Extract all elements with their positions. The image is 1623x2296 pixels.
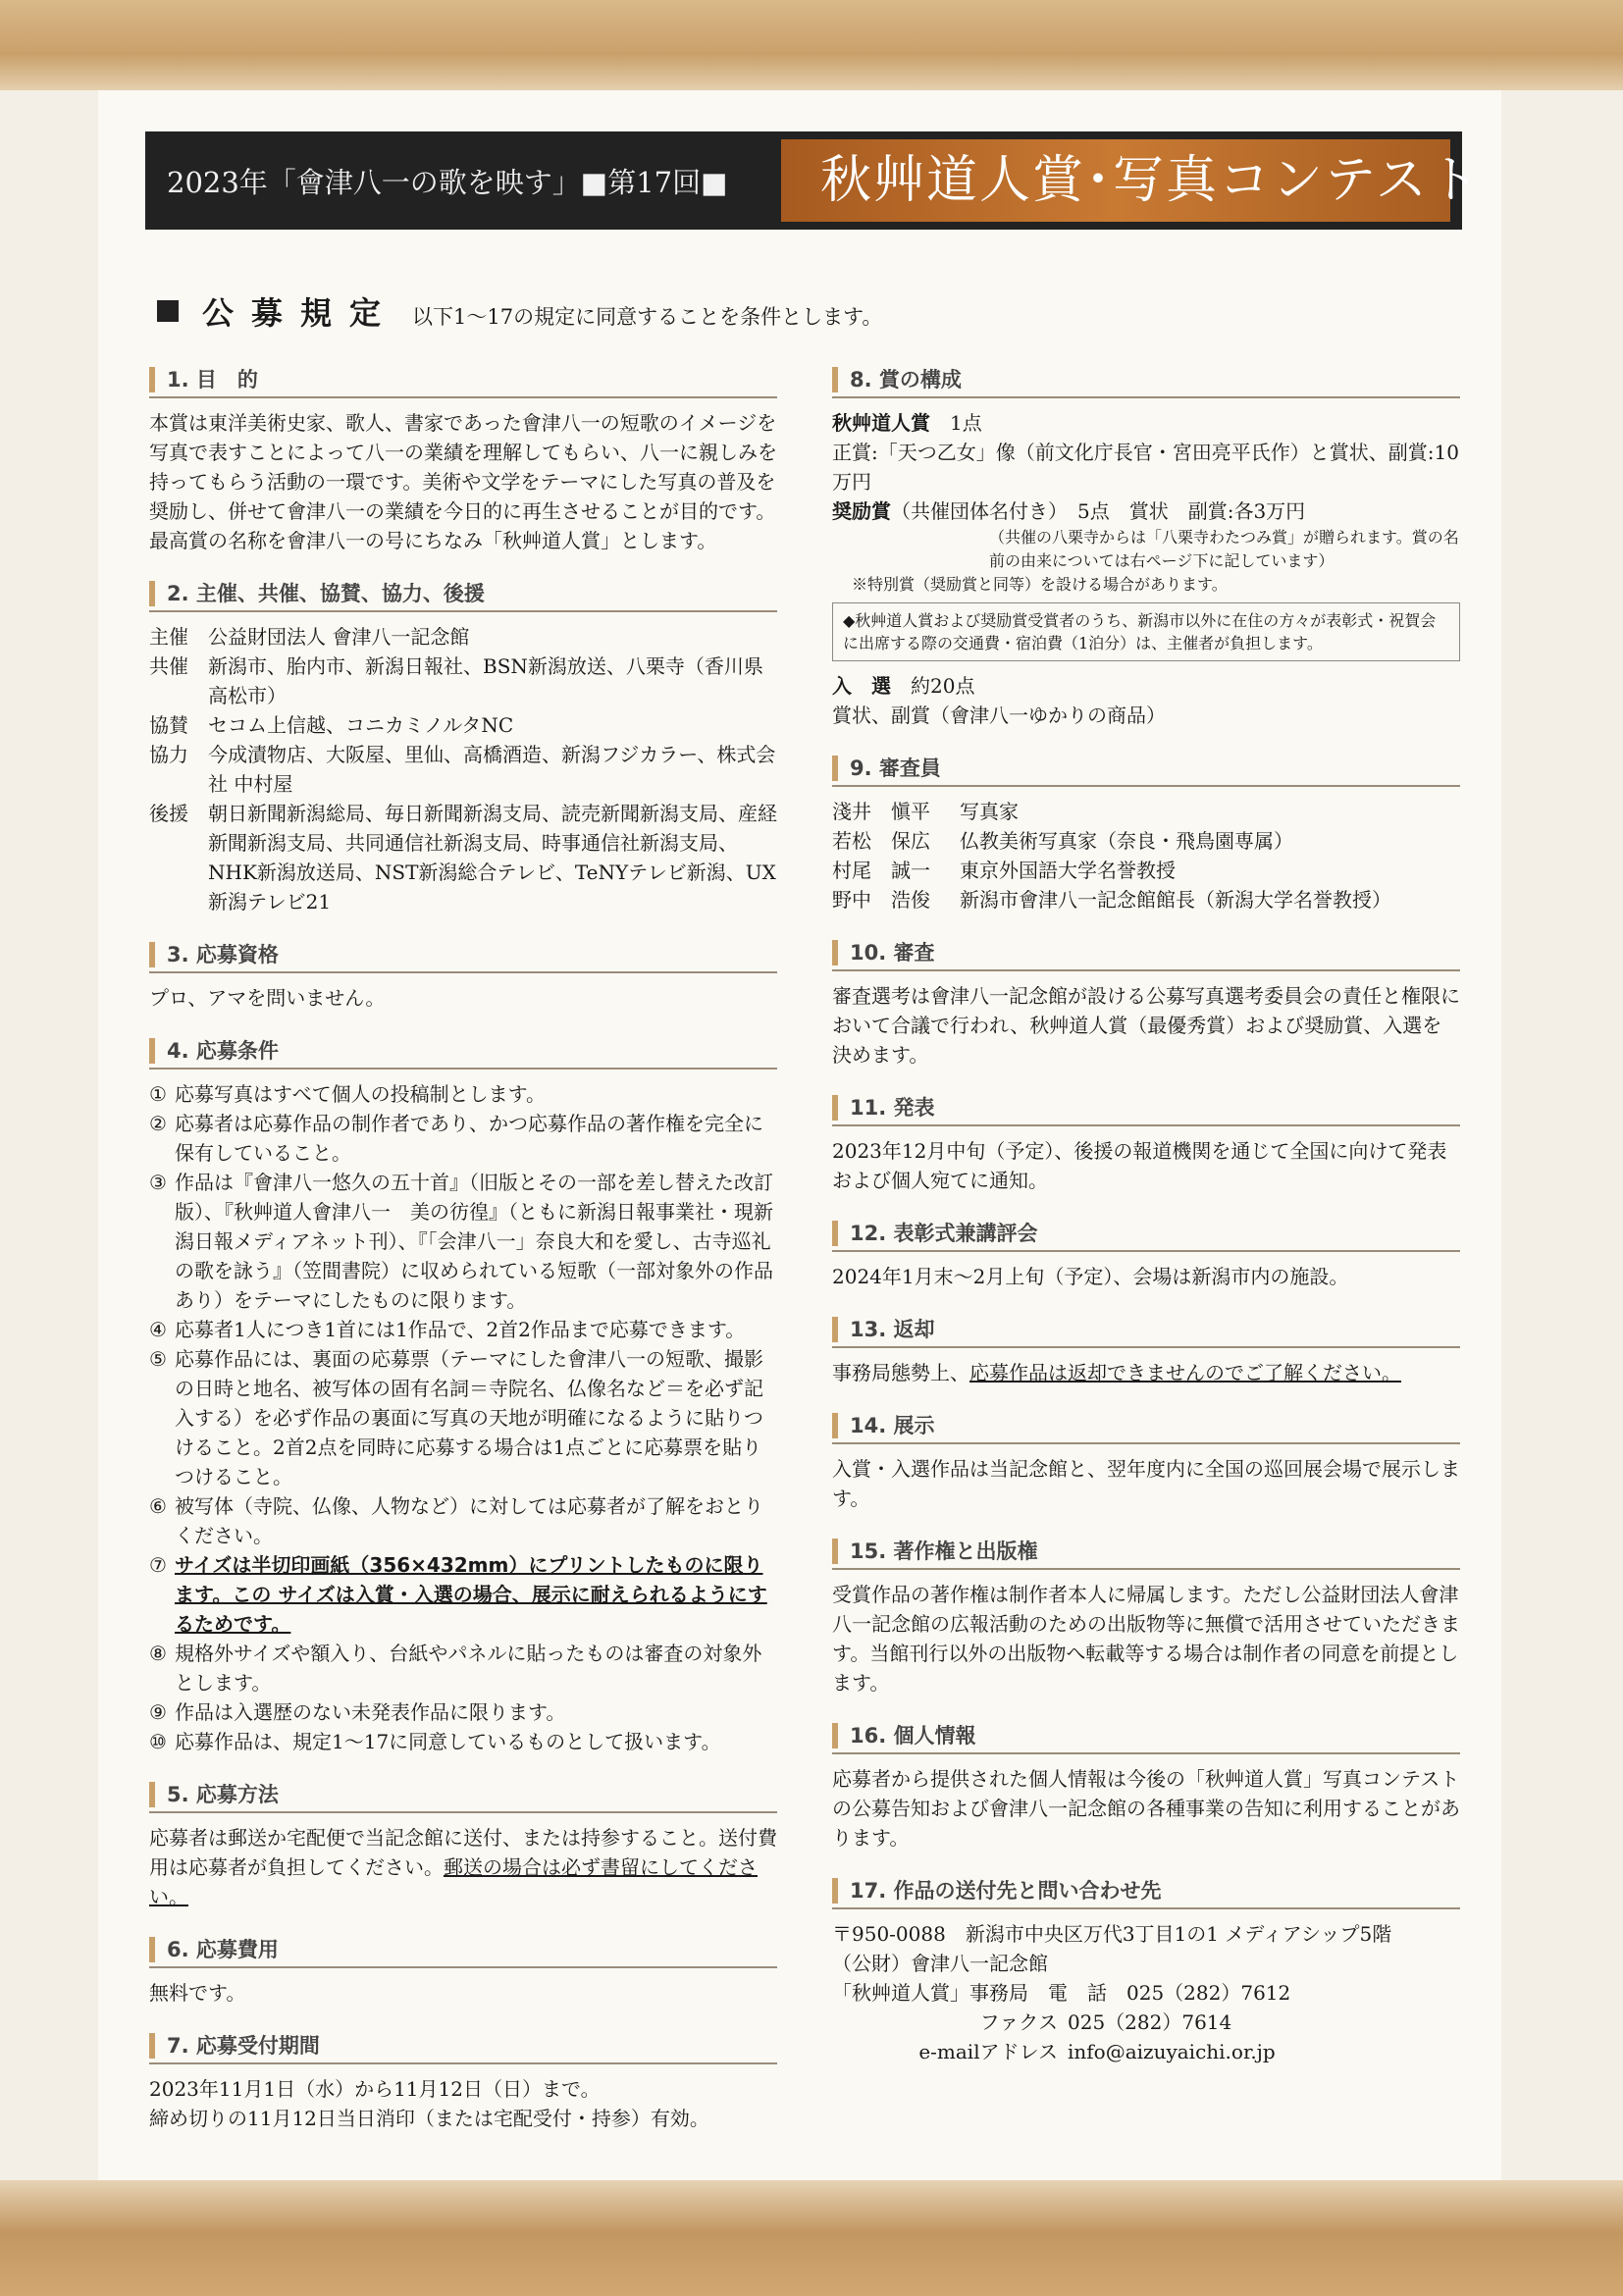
condition-text: 作品は『會津八一悠久の五十首』（旧版とその一部を差し替えた改訂版）、『秋艸道人會津八一 美の彷徨』（ともに新潟日報事業社・現新潟日報メディアネット刊）、『「会津八一」奈良大和を愛し、古寺巡礼の歌を詠う』（笠間書院）に収められている短歌（一部対象外の作品あり）をテーマにしたものに限ります。 bbox=[175, 1171, 773, 1312]
organizer-row bbox=[149, 799, 777, 916]
organizer-row bbox=[149, 710, 777, 740]
rules-heading bbox=[157, 288, 882, 334]
section-conditions bbox=[149, 1034, 777, 1756]
section-fee bbox=[149, 1933, 777, 2008]
section-heading bbox=[149, 938, 777, 973]
grand-prize-count: 1点 bbox=[950, 411, 982, 435]
contact-fax-row bbox=[832, 2008, 1460, 2037]
exhibition-text: 入賞・入選作品は当記念館と、翌年度内に全国の巡回展会場で展示します。 bbox=[832, 1457, 1460, 1510]
heading-text: 11. 発表 bbox=[850, 1096, 935, 1120]
encourage-prize-detail: （共催団体名付き） 5点 賞状 副賞:各3万円 bbox=[891, 499, 1306, 523]
phone-number[interactable]: 025（282）7612 bbox=[1126, 1981, 1291, 2005]
condition-text: 作品は入選歴のない未発表作品に限ります。 bbox=[175, 1700, 566, 1724]
contact-phone-row bbox=[832, 1978, 1460, 2008]
encourage-prize-label: 奨励賞 bbox=[832, 499, 891, 523]
organizer-role: 主催 bbox=[149, 625, 188, 649]
contact-mail-row bbox=[832, 2037, 1460, 2066]
section-heading bbox=[832, 1535, 1460, 1570]
section-judges bbox=[832, 752, 1460, 914]
section-prizes bbox=[832, 363, 1460, 730]
heading-text: 4. 応募条件 bbox=[167, 1039, 279, 1063]
period-line-1: 2023年11月1日（水）から11月12日（日）まで。 bbox=[149, 2077, 601, 2101]
heading-bar-icon bbox=[149, 1937, 155, 1962]
condition-item bbox=[149, 1344, 777, 1491]
judge-name: 村尾 誠一 bbox=[832, 859, 930, 882]
organizer-names: 今成漬物店、大阪屋、里仙、高橋酒造、新潟フジカラー、株式会社 中村屋 bbox=[208, 743, 776, 796]
heading-bar-icon bbox=[149, 1782, 155, 1807]
heading-bar-icon bbox=[832, 756, 838, 781]
heading-text: 12. 表彰式兼講評会 bbox=[850, 1222, 1038, 1245]
condition-item bbox=[149, 1168, 777, 1315]
eligibility-text: プロ、アマを問いません。 bbox=[149, 986, 386, 1010]
condition-text: 応募者は応募作品の制作者であり、かつ応募作品の著作権を完全に保有していること。 bbox=[175, 1112, 763, 1165]
condition-number: ⑨ bbox=[149, 1700, 167, 1724]
heading-bar-icon bbox=[832, 1723, 838, 1748]
copyright-text: 受賞作品の著作権は制作者本人に帰属します。ただし公益財団法人會津八一記念館の広報活動のための出版物等に無償で活用させていただきます。当館刊行以外の出版物へ転載等する場合は制作者の同意を前提とします。 bbox=[832, 1583, 1460, 1695]
section-purpose bbox=[149, 363, 777, 555]
organizer-role: 協賛 bbox=[149, 713, 188, 737]
condition-item bbox=[149, 1727, 777, 1756]
condition-number: ④ bbox=[149, 1318, 167, 1341]
ceremony-text: 2024年1月末～2月上旬（予定）、会場は新潟市内の施設。 bbox=[832, 1265, 1349, 1288]
special-prize-note: ※特別賞（奨励賞と同等）を設ける場合があります。 bbox=[852, 575, 1228, 594]
section-privacy bbox=[832, 1719, 1460, 1852]
return-text-pre: 事務局態勢上、 bbox=[832, 1361, 969, 1384]
section-heading bbox=[149, 363, 777, 398]
encourage-prize-note: （共催の八栗寺からは「八栗寺わたつみ賞」が贈られます。賞の名前の由来については右ページ下に記しています） bbox=[989, 528, 1459, 570]
section-copyright bbox=[832, 1535, 1460, 1697]
heading-text: 13. 返却 bbox=[850, 1318, 935, 1341]
condition-number: ⑧ bbox=[149, 1642, 167, 1665]
condition-number: ② bbox=[149, 1112, 167, 1135]
heading-bar-icon bbox=[832, 1539, 838, 1564]
organizer-names: セコム上信越、コニカミノルタNC bbox=[208, 713, 514, 737]
phone-label: 電 話 bbox=[1048, 1981, 1107, 2005]
heading-bar-icon bbox=[832, 1221, 838, 1246]
heading-bar-icon bbox=[832, 940, 838, 965]
condition-text-emphasis: サイズは半切印画紙（356×432mm）にプリントしたものに限ります。この サイズは入賞・入選の場合、展示に耐えられるようにするためです。 bbox=[175, 1553, 767, 1636]
heading-bar-icon bbox=[149, 367, 155, 392]
heading-text: 14. 展示 bbox=[850, 1414, 935, 1437]
section-exhibition bbox=[832, 1409, 1460, 1513]
section-contact bbox=[832, 1874, 1460, 2066]
organizer-names: 新潟市、胎内市、新潟日報社、BSN新潟放送、八栗寺（香川県高松市） bbox=[208, 654, 763, 707]
section-heading bbox=[832, 1719, 1460, 1754]
heading-text: 16. 個人情報 bbox=[850, 1724, 976, 1748]
section-heading bbox=[832, 1313, 1460, 1348]
condition-item bbox=[149, 1491, 777, 1550]
condition-text: 規格外サイズや額入り、台紙やパネルに貼ったものは審査の対象外とします。 bbox=[175, 1642, 762, 1695]
method-body: 応募者は郵送か宅配便で当記念館に送付、または持参すること。送付費用は応募者が負担してください。 bbox=[149, 1826, 777, 1879]
heading-bar-icon bbox=[832, 1095, 838, 1121]
condition-text: 応募作品は、規定1～17に同意しているものとして扱います。 bbox=[175, 1730, 721, 1753]
heading-bar-icon bbox=[832, 1878, 838, 1904]
heading-bar-icon bbox=[832, 1317, 838, 1342]
organizer-role: 協力 bbox=[149, 743, 188, 766]
judge-name: 淺井 愼平 bbox=[832, 800, 930, 823]
condition-item bbox=[149, 1697, 777, 1727]
return-text bbox=[832, 1358, 1460, 1387]
section-heading bbox=[149, 1778, 777, 1813]
method-registered-mail-note: 郵送の場合は必ず書留にしてください。 bbox=[149, 1855, 758, 1908]
heading-bar-icon bbox=[832, 367, 838, 392]
condition-text: 応募作品には、裏面の応募票（テーマにした會津八一の短歌、撮影の日時と地名、被写体の固有名詞＝寺院名、仏像名など＝を必ず記入する）を必ず作品の裏面に写真の天地が明確になるように貼りつけること。2首2点を同時に応募する場合は1点ごとに応募票を貼りつけること。 bbox=[175, 1347, 763, 1488]
contact-office: 「秋艸道人賞」事務局 bbox=[832, 1981, 1028, 2005]
grand-prize-label: 秋艸道人賞 bbox=[832, 411, 930, 435]
heading-bar-icon bbox=[149, 581, 155, 606]
heading-text: 7. 応募受付期間 bbox=[167, 2034, 320, 2058]
condition-number: ① bbox=[149, 1082, 167, 1106]
condition-item bbox=[149, 1550, 777, 1639]
judge-title: 写真家 bbox=[960, 800, 1019, 823]
section-heading bbox=[149, 1933, 777, 1968]
organizer-names: 公益財団法人 會津八一記念館 bbox=[208, 625, 470, 649]
bottom-decorative-band bbox=[0, 2180, 1623, 2296]
judge-row bbox=[832, 885, 1460, 914]
section-review bbox=[832, 936, 1460, 1070]
top-decorative-band bbox=[0, 0, 1623, 90]
condition-number: ⑥ bbox=[149, 1494, 167, 1518]
section-heading bbox=[832, 1874, 1460, 1909]
fax-label: ファクス bbox=[979, 2010, 1058, 2034]
heading-text: 5. 応募方法 bbox=[167, 1783, 279, 1806]
heading-text: 9. 審査員 bbox=[850, 757, 941, 780]
rules-intro: 以下1～17の規定に同意することを条件とします。 bbox=[412, 305, 883, 329]
grand-prize-line bbox=[832, 408, 1460, 438]
heading-text: 15. 著作権と出版権 bbox=[850, 1539, 1038, 1563]
condition-text: 応募写真はすべて個人の投稿制とします。 bbox=[175, 1082, 546, 1106]
contact-organization: （公財）會津八一記念館 bbox=[832, 1952, 1048, 1975]
condition-item bbox=[149, 1079, 777, 1109]
section-heading bbox=[149, 577, 777, 612]
judge-row bbox=[832, 826, 1460, 856]
section-ceremony bbox=[832, 1217, 1460, 1291]
judge-title: 新潟市會津八一記念館館長（新潟大学名誉教授） bbox=[960, 888, 1391, 912]
judge-title: 仏教美術写真家（奈良・飛鳥園専属） bbox=[960, 829, 1293, 853]
selected-detail: 賞状、副賞（會津八一ゆかりの商品） bbox=[832, 704, 1166, 727]
judge-row bbox=[832, 797, 1460, 826]
fax-number: 025（282）7614 bbox=[1068, 2010, 1232, 2034]
left-column bbox=[149, 363, 777, 2155]
heading-bar-icon bbox=[149, 1038, 155, 1064]
organizer-row bbox=[149, 652, 777, 710]
condition-number: ③ bbox=[149, 1171, 167, 1194]
heading-text: 3. 応募資格 bbox=[167, 943, 279, 966]
section-heading bbox=[832, 752, 1460, 787]
right-column bbox=[832, 363, 1460, 2088]
banner-main-title: 秋艸道人賞･写真コンテスト bbox=[781, 139, 1450, 222]
review-text: 審査選考は會津八一記念館が設ける公募写真選考委員会の責任と権限において合議で行われ、秋艸道人賞（最優秀賞）および奨励賞、入選を決めます。 bbox=[832, 984, 1460, 1067]
selected-label: 入 選 bbox=[832, 674, 891, 698]
heading-bar-icon bbox=[149, 942, 155, 967]
method-text bbox=[149, 1823, 777, 1911]
square-bullet-icon bbox=[157, 300, 179, 322]
organizer-names: 朝日新聞新潟総局、毎日新聞新潟支局、読売新聞新潟支局、産経新聞新潟支局、共同通信社新潟支局、時事通信社新潟支局、NHK新潟放送局、NST新潟総合テレビ、TeNYテレビ新潟、UX新潟テレビ21 bbox=[208, 802, 777, 913]
judge-title: 東京外国語大学名誉教授 bbox=[960, 859, 1176, 882]
section-return bbox=[832, 1313, 1460, 1387]
return-text-underlined: 応募作品は返却できませんのでご了解ください。 bbox=[969, 1361, 1401, 1384]
section-heading bbox=[832, 1409, 1460, 1444]
heading-text: 17. 作品の送付先と問い合わせ先 bbox=[850, 1879, 1162, 1903]
condition-number: ⑦ bbox=[149, 1553, 167, 1577]
rules-title: 公募規定 bbox=[202, 294, 399, 332]
condition-number: ⑤ bbox=[149, 1347, 167, 1371]
section-period bbox=[149, 2029, 777, 2133]
fee-text: 無料です。 bbox=[149, 1981, 246, 2005]
condition-text: 被写体（寺院、仏像、人物など）に対しては応募者が了解をおとりください。 bbox=[175, 1494, 763, 1547]
organizer-role: 後援 bbox=[149, 802, 188, 825]
travel-expense-note: ◆秋艸道人賞および奨励賞受賞者のうち、新潟市以外に在住の方々が表彰式・祝賀会に出席する際の交通費・宿泊費（1泊分）は、主催者が負担します。 bbox=[832, 602, 1460, 661]
selected-count: 約20点 bbox=[911, 674, 975, 698]
section-announcement bbox=[832, 1091, 1460, 1195]
section-heading bbox=[832, 1091, 1460, 1126]
section-organizers bbox=[149, 577, 777, 916]
heading-bar-icon bbox=[149, 2033, 155, 2059]
banner-subtitle: 2023年「會津八一の歌を映す」■第17回■ bbox=[167, 165, 728, 199]
selected-line bbox=[832, 671, 1460, 701]
period-line-2: 締め切りの11月12日当日消印（または宅配受付・持参）有効。 bbox=[149, 2107, 709, 2130]
encourage-prize-line bbox=[832, 496, 1460, 526]
section-eligibility bbox=[149, 938, 777, 1013]
judge-name: 若松 保広 bbox=[832, 829, 930, 853]
condition-item bbox=[149, 1639, 777, 1697]
organizer-role: 共催 bbox=[149, 654, 188, 678]
section-method bbox=[149, 1778, 777, 1911]
heading-text: 8. 賞の構成 bbox=[850, 368, 962, 391]
email-address[interactable]: info@aizuyaichi.or.jp bbox=[1068, 2040, 1276, 2063]
grand-prize-detail: 正賞:「天つ乙女」像（前文化庁長官・宮田亮平氏作）と賞状、副賞:10万円 bbox=[832, 441, 1459, 494]
section-heading bbox=[832, 363, 1460, 398]
email-label: e-mailアドレス bbox=[918, 2040, 1058, 2063]
privacy-text: 応募者から提供された個人情報は今後の「秋艸道人賞」写真コンテストの公募告知および會津八一記念館の各種事業の告知に利用することがあります。 bbox=[832, 1767, 1460, 1850]
heading-text: 1. 目 的 bbox=[167, 368, 258, 391]
heading-text: 10. 審査 bbox=[850, 941, 935, 965]
heading-bar-icon bbox=[832, 1413, 838, 1438]
condition-item bbox=[149, 1315, 777, 1344]
section-heading bbox=[832, 1217, 1460, 1252]
condition-text: 応募者1人につき1首には1作品で、2首2作品まで応募できます。 bbox=[175, 1318, 746, 1341]
contact-address: 〒950-0088 新潟市中央区万代3丁目1の1 メディアシップ5階 bbox=[832, 1922, 1392, 1946]
section-heading bbox=[149, 2029, 777, 2064]
section-heading bbox=[832, 936, 1460, 971]
purpose-text: 本賞は東洋美術史家、歌人、書家であった會津八一の短歌のイメージを写真で表すことによって八一の業績を理解してもらい、八一に親しみを持ってもらう活動の一環です。美術や文学をテーマにした写真の普及を奨励し、併せて會津八一の業績を今日的に再生させることが目的です。最高賞の名称を會津八一の号にちなみ「秋艸道人賞」とします。 bbox=[149, 411, 777, 552]
heading-text: 6. 応募費用 bbox=[167, 1938, 279, 1961]
condition-item bbox=[149, 1109, 777, 1168]
section-heading bbox=[149, 1034, 777, 1070]
announcement-text: 2023年12月中旬（予定）、後援の報道機関を通じて全国に向けて発表および個人宛てに通知。 bbox=[832, 1139, 1447, 1192]
organizer-row bbox=[149, 622, 777, 652]
judge-name: 野中 浩俊 bbox=[832, 888, 930, 912]
organizer-row bbox=[149, 740, 777, 799]
condition-number: ⑩ bbox=[149, 1730, 167, 1753]
heading-text: 2. 主催、共催、協賛、協力、後援 bbox=[167, 582, 485, 605]
title-banner bbox=[145, 131, 1482, 230]
judge-row bbox=[832, 856, 1460, 885]
